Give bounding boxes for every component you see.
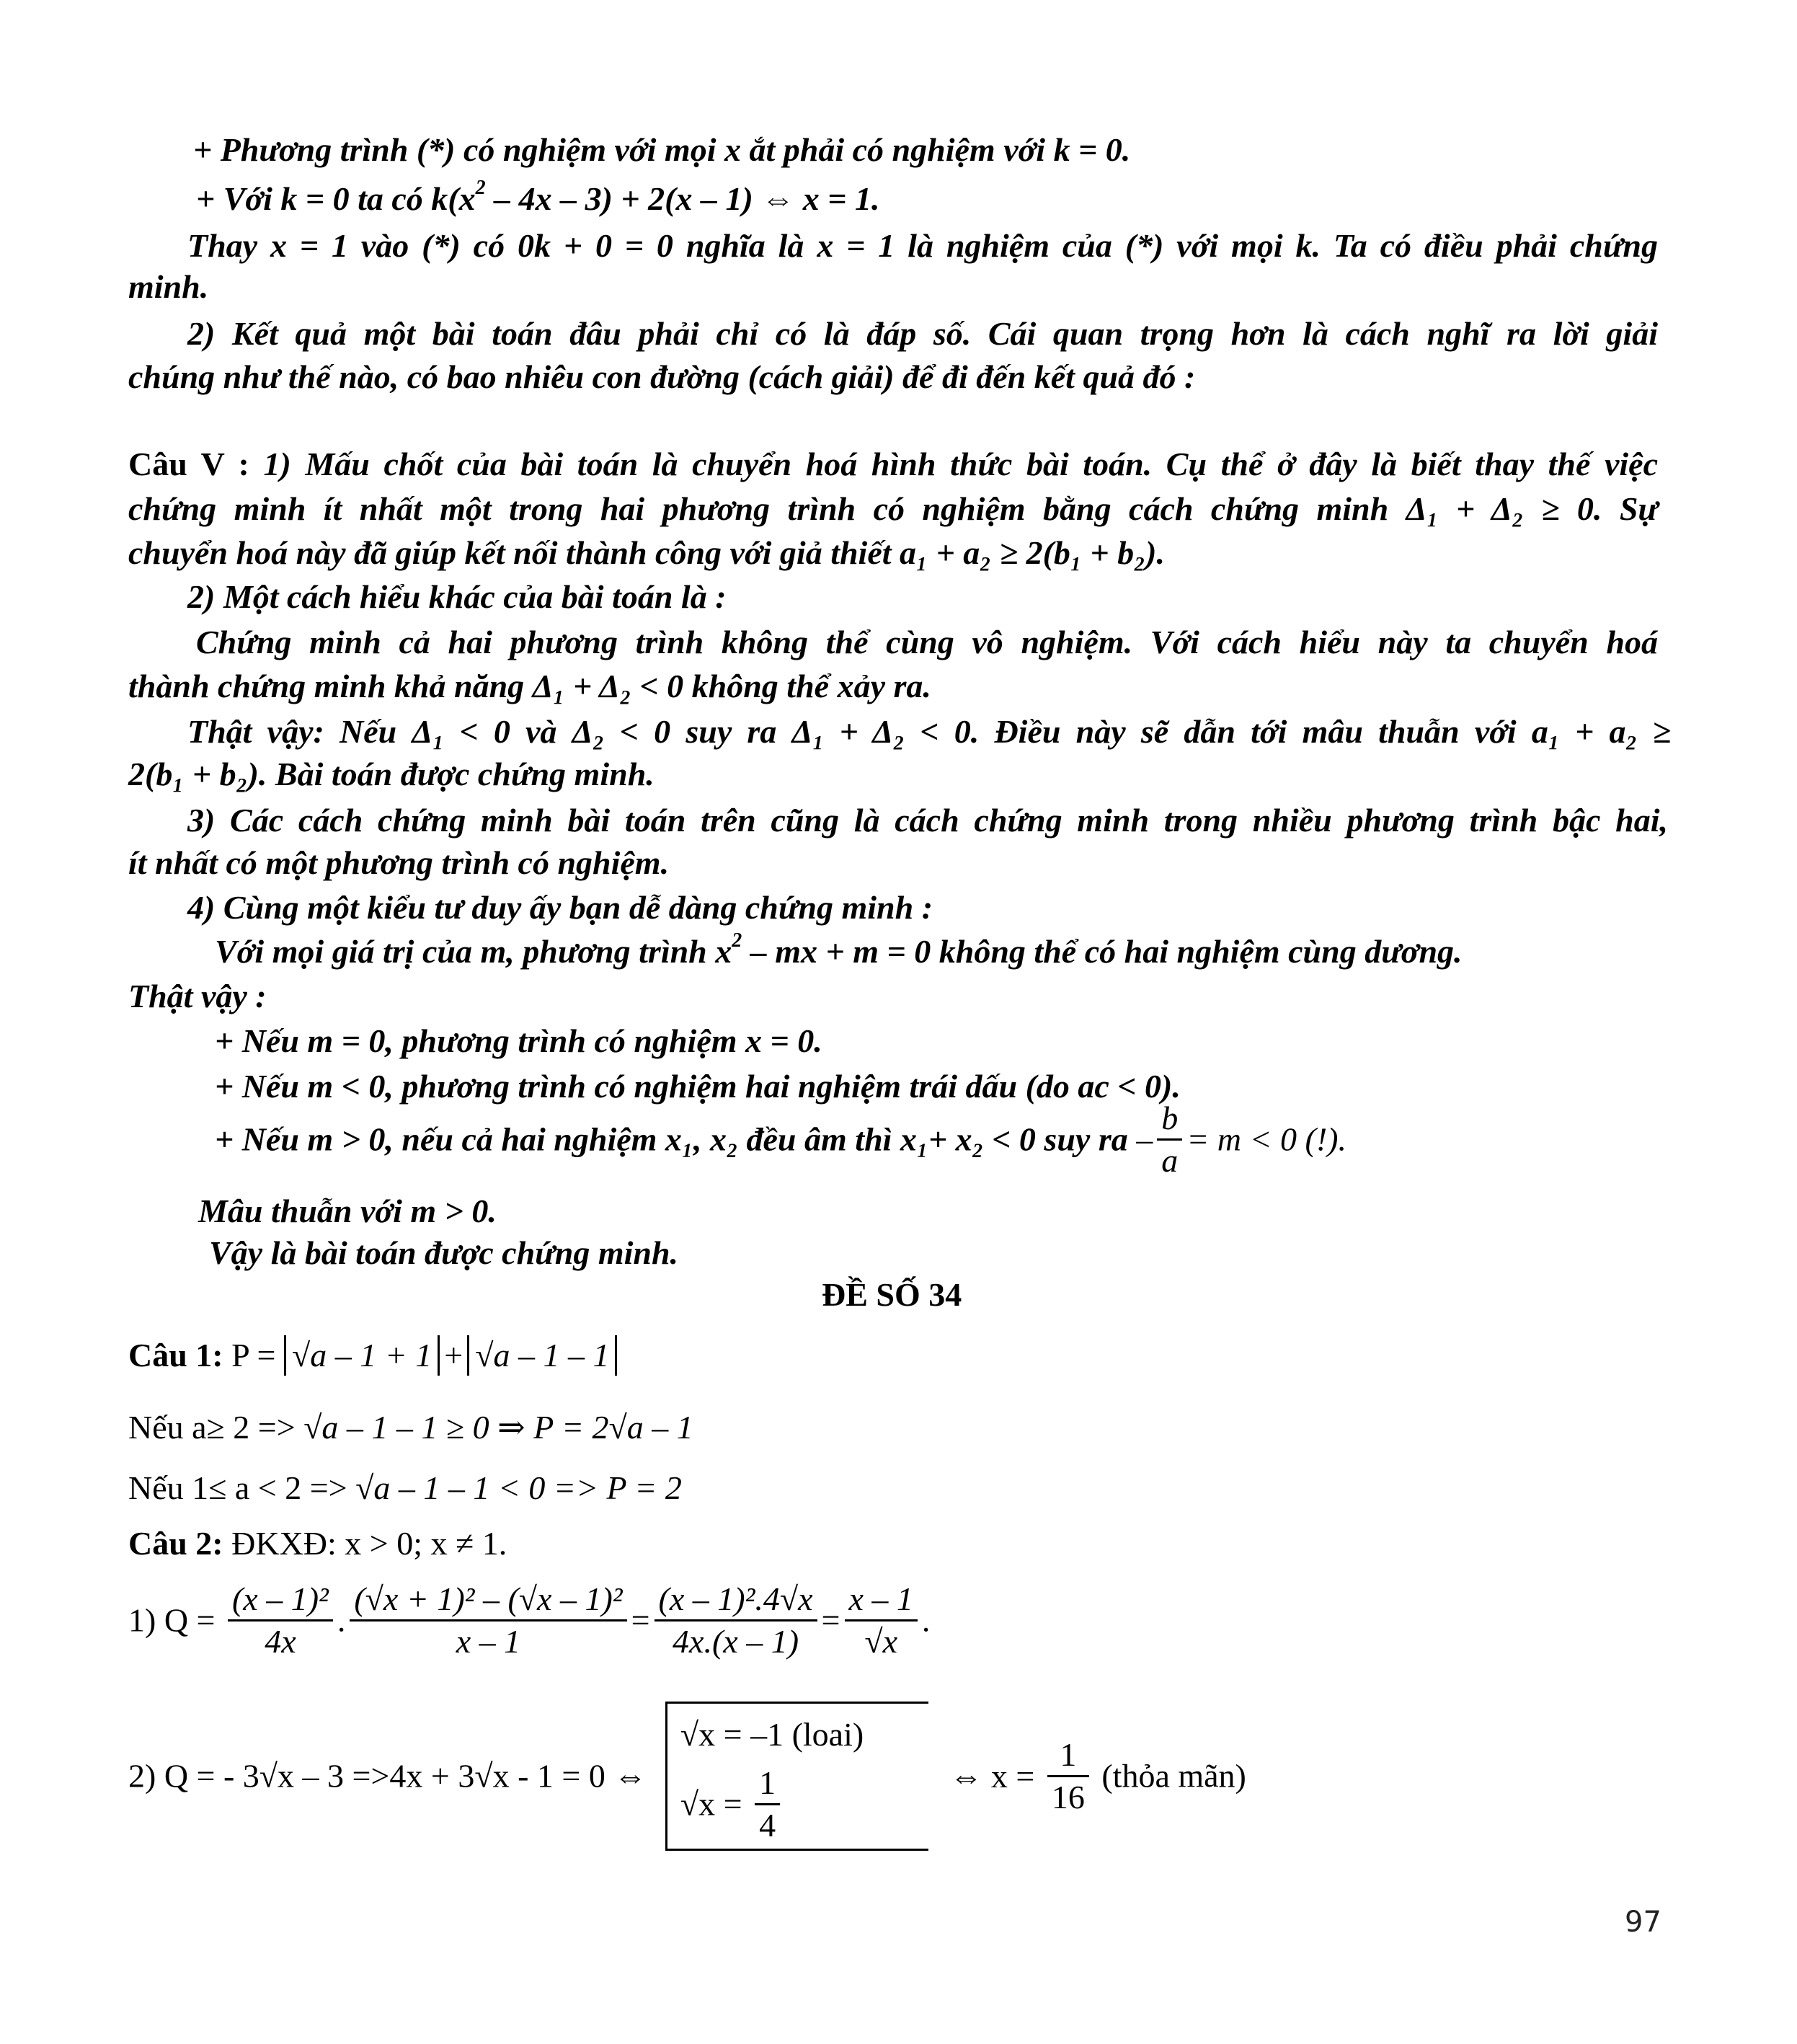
text-line-11: Chứng minh cả hai phương trình không thể cùng vô nghiệm. Với cách hiểu này ta chuyển hoá: [196, 624, 1658, 660]
result-arrow: ⇔ x =: [949, 1757, 1043, 1795]
text-line-12: thành chứng minh khả năng Δ₁ + Δ₂ < 0 không thể xảy ra.: [128, 668, 931, 704]
q2-equation: 2) Q = - 3√x – 3 =>4x + 3√x - 1 = 0 ⇔: [128, 1757, 647, 1795]
q1-fraction-1-den: 4x: [265, 1623, 296, 1660]
q1-fraction-3-num: (x – 1)².4√x: [655, 1579, 817, 1622]
text-line-22-body: + Nếu m > 0, nếu cả hai nghiệm x₁, x₂ đều âm thì x₁+ x₂ < 0 suy ra: [215, 1120, 1137, 1158]
text-line-9: chuyển hoá này đã giúp kết nối thành công với giả thiết a₁ + a₂ ≥ 2(b₁ + b₂).: [128, 534, 1165, 571]
p-equals: P =: [223, 1337, 284, 1373]
text-line-5: 2) Kết quả một bài toán đâu phải chỉ có là đáp số. Cái quan trọng hơn là cách nghĩ ra lời giải: [187, 315, 1658, 352]
one-quarter-den: 4: [759, 1807, 776, 1844]
fraction-b-over-a: [1157, 1098, 1182, 1181]
case-bracket-row-1: √x = –1 (loai): [680, 1716, 864, 1753]
case-2-condition: Nếu 1≤ a < 2 =>: [128, 1469, 356, 1506]
case-bracket-row-2: [680, 1763, 918, 1846]
cau-2-domain: ĐKXĐ: x > 0; x ≠ 1.: [223, 1525, 507, 1562]
cau-1-case-1: [128, 1406, 693, 1449]
q1-label: 1) Q =: [128, 1601, 223, 1639]
q1-fraction-2-num: (√x + 1)² – (√x – 1)²: [350, 1579, 626, 1622]
cau-v-label: Câu V :: [128, 446, 264, 482]
abs-term-2: √a – 1 – 1: [467, 1335, 617, 1376]
q1-fraction-3-den: 4x.(x – 1): [673, 1623, 799, 1660]
text-line-2-exp: 2: [475, 177, 486, 199]
q1-fraction-4-den: √x: [864, 1623, 898, 1660]
text-line-13: Thật vậy: Nếu Δ₁ < 0 và Δ₂ < 0 suy ra Δ₁ + Δ₂ < 0. Điều này sẽ dẫn tới mâu thuẫn với a₁ + a₂ ≥: [187, 713, 1671, 750]
text-line-20: + Nếu m = 0, phương trình có nghiệm x = 0.: [215, 1022, 822, 1059]
text-line-2-a: + Với k = 0 ta có k(x: [196, 180, 476, 217]
text-line-10: 2) Một cách hiểu khác của bài toán là :: [187, 578, 727, 615]
text-line-8: chứng minh ít nhất một trong hai phương trình có nghiệm bằng cách chứng minh Δ₁ + Δ₂ ≥ 0. Sự: [128, 490, 1658, 527]
cau-2-label: Câu 2:: [128, 1525, 223, 1562]
q1-fraction-1-num: (x – 1)²: [228, 1579, 333, 1622]
fraction-numerator: b: [1157, 1098, 1182, 1141]
case-bracket: [665, 1702, 928, 1851]
text-line-3: Thay x = 1 vào (*) có 0k + 0 = 0 nghĩa là x = 1 là nghiệm của (*) với mọi k. Ta có điều phải chứng: [187, 227, 1658, 264]
text-line-18-exp: 2: [732, 929, 742, 952]
q1-fraction-2: [350, 1579, 626, 1662]
text-line-22-tail: = m < 0 (!).: [1186, 1120, 1346, 1158]
text-line-18: [215, 930, 1463, 973]
case-1-condition: Nếu a≥ 2 =>: [128, 1409, 304, 1446]
q1-fraction-1: [228, 1579, 333, 1662]
text-line-24: Vậy là bài toán được chứng minh.: [209, 1234, 679, 1271]
text-line-18-a: Với mọi giá trị của m, phương trình x: [215, 933, 732, 970]
plus-sign: +: [444, 1337, 463, 1373]
page-number: 97: [1625, 1906, 1661, 1939]
cau-2-part-1: 1) Q = $\frac{\text{(x – 1)²}}{4x}$ . $\frac{\text{(√x + 1)² – (√x – 1)²}}{x - 1}$ = $\frac{\text{(x – 1)².4√x}}{4x.(x - 1)}$ = $\frac{x - 1}{√x}$ .: [128, 1579, 930, 1662]
text-line-2: [196, 177, 879, 221]
q1-fraction-4-num: x – 1: [845, 1579, 918, 1622]
abs-term-1: √a – 1 + 1: [284, 1335, 440, 1376]
text-line-16: ít nhất có một phương trình có nghiệm.: [128, 844, 670, 881]
text-line-1: + Phương trình (*) có nghiệm với mọi x ắt phải có nghiệm với k = 0.: [193, 131, 1131, 168]
result-num: 1: [1047, 1735, 1089, 1777]
cau-1-case-2: [128, 1466, 682, 1510]
text-line-4: minh.: [128, 268, 209, 305]
case-2-expression: √a – 1 – 1 < 0 => P = 2: [355, 1469, 682, 1506]
text-line-18-c: – mx + m = 0 không thể có hai nghiệm cùng dương.: [742, 933, 1463, 970]
q1-fraction-4: [845, 1579, 918, 1662]
text-line-19: Thật vậy :: [128, 978, 267, 1014]
text-line-21: + Nếu m < 0, phương trình có nghiệm hai nghiệm trái dấu (do ac < 0).: [215, 1068, 1181, 1105]
text-line-17: 4) Cùng một kiểu tư duy ấy bạn dễ dàng chứng minh :: [187, 889, 933, 926]
case-2-lhs: √x =: [680, 1785, 751, 1823]
cau-2-part-2: [128, 1702, 1246, 1851]
cau-1-label: Câu 1:: [128, 1337, 223, 1373]
one-quarter-fraction: [755, 1763, 780, 1846]
q1-fraction-3: [655, 1579, 817, 1662]
text-line-6: chúng như thế nào, có bao nhiêu con đường (cách giải) để đi đến kết quả đó :: [128, 358, 1196, 395]
cau-1-line: [128, 1334, 617, 1377]
text-line-7: [128, 443, 1658, 486]
text-line-15: 3) Các cách chứng minh bài toán trên cũng là cách chứng minh trong nhiều phương trình bậc hai,: [187, 802, 1668, 839]
text-line-22: [215, 1098, 1346, 1181]
text-line-2-c: – 4x – 3) + 2(x – 1) ⇔ x = 1.: [485, 180, 880, 217]
minus-sign: –: [1136, 1120, 1153, 1158]
text-line-23: Mâu thuẫn với m > 0.: [198, 1193, 497, 1229]
result-fraction: [1047, 1735, 1089, 1818]
text-line-14: 2(b₁ + b₂). Bài toán được chứng minh.: [128, 756, 655, 792]
one-quarter-num: 1: [755, 1763, 780, 1805]
fraction-denominator: a: [1161, 1142, 1179, 1179]
case-1-expression: √a – 1 – 1 ≥ 0 ⇒ P = 2√a – 1: [303, 1409, 693, 1446]
section-heading: ĐỀ SỐ 34: [822, 1276, 962, 1313]
q1-fraction-2-den: x – 1: [456, 1623, 521, 1660]
text-line-7-body: 1) Mấu chốt của bài toán là chuyển hoá hình thức bài toán. Cụ thể ở đây là biết thay thế việc: [263, 446, 1658, 482]
result-note: (thỏa mãn): [1093, 1757, 1246, 1795]
result-den: 16: [1051, 1779, 1085, 1815]
cau-2-line: [128, 1522, 507, 1565]
